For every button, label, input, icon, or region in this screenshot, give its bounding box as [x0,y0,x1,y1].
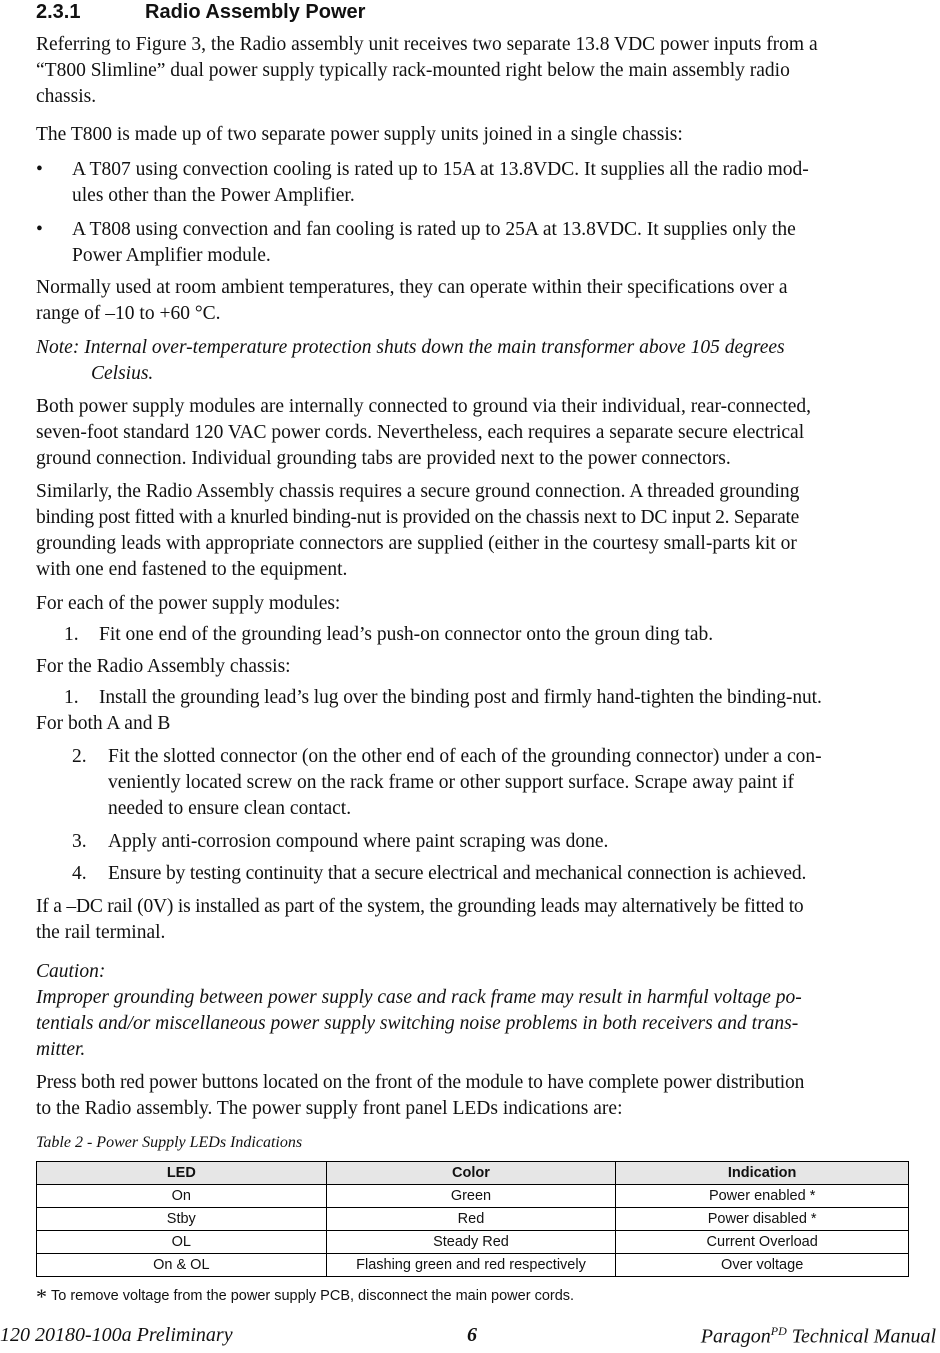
table-cell: Green [326,1185,616,1208]
step-number: 3. [72,831,87,852]
text-line: A T807 using convection cooling is rated up to 15A at 13.8VDC. It supplies all the radio mod- [72,159,809,180]
text-line: Improper grounding between power supply case and rack frame may result in harmful voltage po- [36,987,802,1008]
text-line: Press both red power buttons located on the front of the module to have complete power distribution [36,1072,805,1093]
text-line: binding post fitted with a knurled binding-nut is provided on the chassis next to DC input 2. Separate [36,507,800,528]
column-header-indication: Indication [616,1162,909,1185]
text-line: If a –DC rail (0V) is installed as part of the system, the grounding leads may alternatively be fitted to [36,896,804,917]
text-line: to the Radio assembly. The power supply front panel LEDs indications are: [36,1098,623,1119]
footer-page-number: 6 [467,1324,477,1346]
section-title: Radio Assembly Power [145,1,366,23]
text-line: seven-foot standard 120 VAC power cords. Nevertheless, each requires a separate secure electrical [36,422,805,443]
table-row [37,1254,909,1277]
step-text: Install the grounding lead’s lug over the binding post and firmly hand-tighten the binding-nut. [99,687,822,708]
step-number: 2. [72,746,87,767]
paragraph-power-buttons [36,1070,940,1122]
paragraph-dc-rail [36,894,940,946]
paragraph-each-module: For each of the power supply modules: [36,593,341,614]
text-line: Note: Internal over-temperature protection shuts down the main transformer above 105 degrees [36,337,785,358]
text-line: ground connection. Individual grounding tabs are provided next to the power connectors. [36,448,731,469]
table-row [37,1231,909,1254]
step-text: Fit one end of the grounding lead’s push-on connector onto the groun ding tab. [99,624,714,645]
table-caption: Table 2 - Power Supply LEDs Indications [36,1134,303,1151]
table-cell: On [37,1185,327,1208]
footnote-asterisk: * [36,1284,47,1309]
text-line: “T800 Slimline” dual power supply typically rack-mounted right below the main assembly radio [36,60,790,81]
step-number: 1. [64,687,79,708]
step-text: Ensure by testing continuity that a secure electrical and mechanical connection is achieved. [108,863,807,884]
paragraph-radio-chassis: For the Radio Assembly chassis: [36,656,291,677]
paragraph-intro [36,32,940,110]
footnote-text: To remove voltage from the power supply PCB, disconnect the main power cords. [51,1288,575,1304]
footer-manual: Technical Manual [786,1325,936,1348]
table-cell: Flashing green and red respectively [326,1254,616,1277]
table-footnote [36,1284,574,1310]
text-line: the rail terminal. [36,922,166,943]
table-cell: Power enabled * [616,1185,909,1208]
text-line: range of –10 to +60 °C. [36,303,221,324]
bullet-icon: • [36,159,43,180]
text-line: Referring to Figure 3, the Radio assembly unit receives two separate 13.8 VDC power inputs from a [36,34,818,55]
table-cell: Steady Red [326,1231,616,1254]
text-line: Similarly, the Radio Assembly chassis requires a secure ground connection. A threaded grounding [36,481,800,502]
text-line: Both power supply modules are internally connected to ground via their individual, rear-connected, [36,396,812,417]
table-cell: Power disabled * [616,1208,909,1231]
text-line: needed to ensure clean contact. [108,798,352,819]
column-header-color: Color [326,1162,616,1185]
table-header-row [37,1162,909,1185]
table-cell: Stby [37,1208,327,1231]
note-overtemp [36,335,940,387]
text-line: with one end fastened to the equipment. [36,559,348,580]
caution-title: Caution: [36,961,106,982]
footer-product-superscript: PD [770,1324,787,1338]
section-heading [36,0,365,24]
paragraph-grounding-modules [36,394,940,472]
table-cell: On & OL [37,1254,327,1277]
text-line: Fit the slotted connector (on the other end of each of the grounding connector) under a con- [108,746,822,767]
text-line: Power Amplifier module. [72,245,271,266]
paragraph-grounding-chassis [36,479,940,583]
paragraph-t800: The T800 is made up of two separate power supply units joined in a single chassis: [36,124,683,145]
footer-product: Paragon [700,1325,771,1348]
text-line: grounding leads with appropriate connectors are supplied (either in the courtesy small-parts kit or [36,533,797,554]
table-cell: Current Overload [616,1231,909,1254]
text-line: Normally used at room ambient temperatures, they can operate within their specifications over a [36,277,788,298]
paragraph-temperature [36,275,940,327]
text-line: mitter. [36,1039,86,1060]
bullet-icon: • [36,219,43,240]
text-line: tentials and/or miscellaneous power supply switching noise problems in both receivers and trans- [36,1013,799,1034]
step-number: 1. [64,624,79,645]
text-line: chassis. [36,86,97,107]
footer-doc-id: 120 20180-100a Preliminary [0,1324,233,1346]
text-line: ules other than the Power Amplifier. [72,185,355,206]
table-row [37,1185,909,1208]
text-line: Celsius. [91,363,154,384]
table-cell: Over voltage [616,1254,909,1277]
table-cell: Red [326,1208,616,1231]
caution-block [36,959,940,1063]
column-header-led: LED [37,1162,327,1185]
step-number: 4. [72,863,87,884]
section-number: 2.3.1 [36,1,81,23]
table-cell: OL [37,1231,327,1254]
led-table [36,1161,909,1277]
footer-manual-title [701,1324,936,1349]
paragraph-both: For both A and B [36,713,171,734]
text-line: veniently located screw on the rack frame or other support surface. Scrape away paint if [108,772,795,793]
text-line: A T808 using convection and fan cooling is rated up to 25A at 13.8VDC. It supplies only the [72,219,796,240]
table-row [37,1208,909,1231]
step-text: Apply anti-corrosion compound where paint scraping was done. [108,831,609,852]
